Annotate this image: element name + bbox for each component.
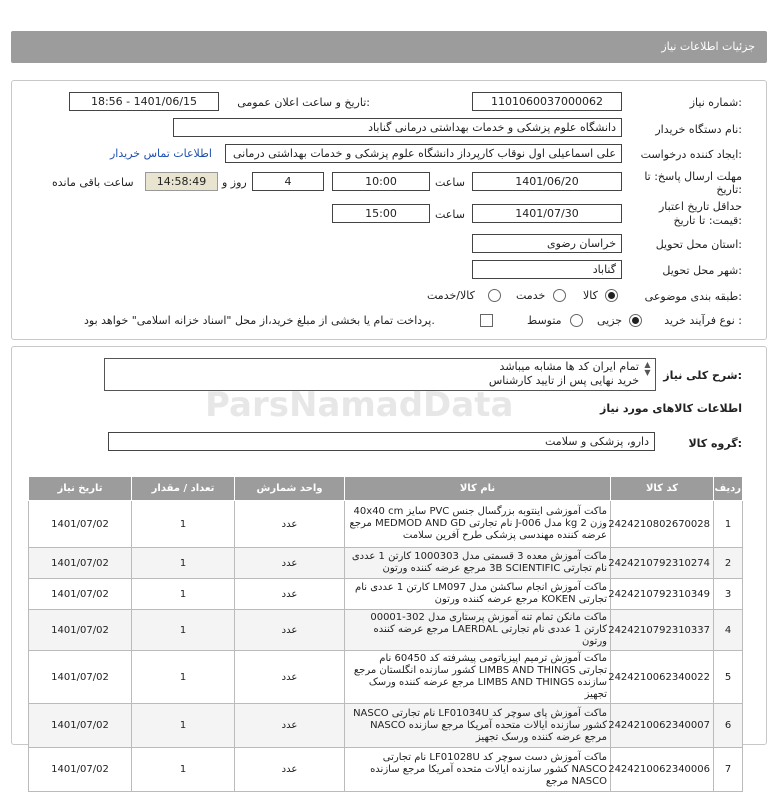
announce-datetime-field: 1401/06/15 - 18:56: [69, 92, 219, 111]
description-label: شرح کلی نیاز:: [663, 369, 742, 382]
cell-name: ماکت آموزش معده 3 قسمتی مدل 1000303 کارتن 1 عددی نام تجارتی 3B SCIENTIFIC مرجع عرضه کننده ورتون: [345, 548, 611, 579]
reply-time-label: ساعت: [435, 176, 465, 189]
cell-unit: عدد: [235, 579, 345, 610]
need-number-field: 1101060037000062: [472, 92, 622, 111]
cell-name: ماکت آموزش ترمیم اپیزیاتومی پیشرفته کد 60450 نام تجارتی LIMBS AND THINGS کشور سازنده انگلستان مرجع سازنده LIMBS AND THINGS مرجع عرضه کننده ورسک تجهیز: [345, 651, 611, 704]
scroll-arrows-icon[interactable]: ▲ ▼: [644, 360, 651, 377]
treasury-checkbox[interactable]: [480, 314, 493, 327]
cell-row: 2: [714, 548, 743, 579]
reply-deadline-label: مهلت ارسال پاسخ: تا: [644, 170, 742, 183]
category-option-service: خدمت: [516, 289, 546, 302]
process-radio-medium[interactable]: [570, 314, 583, 327]
goods-group-field: دارو، پزشکی و سلامت: [108, 432, 655, 451]
description-line-1: تمام ایران کد ها مشابه میباشد: [499, 360, 639, 373]
cell-qty: 1: [132, 704, 235, 748]
col-unit: واحد شمارش: [235, 477, 345, 501]
price-validity-label: حداقل تاریخ اعتبار: [658, 200, 742, 213]
reply-days-field: 4: [252, 172, 324, 191]
delivery-province-field: خراسان رضوی: [472, 234, 622, 253]
col-name: نام کالا: [345, 477, 611, 501]
cell-code: 2424210792310274: [611, 548, 714, 579]
cell-date: 1401/07/02: [29, 610, 132, 651]
cell-row: 7: [714, 748, 743, 792]
process-radio-minor[interactable]: [629, 314, 642, 327]
price-validity-time-label: ساعت: [435, 208, 465, 221]
cell-qty: 1: [132, 748, 235, 792]
cell-row: 1: [714, 501, 743, 548]
price-validity-date-field: 1401/07/30: [472, 204, 622, 223]
cell-qty: 1: [132, 610, 235, 651]
buyer-org-label: نام دستگاه خریدار:: [655, 123, 742, 136]
cell-code: 2424210792310337: [611, 610, 714, 651]
reply-time-field: 10:00: [332, 172, 430, 191]
table-row[interactable]: [29, 548, 743, 579]
price-validity-label-2: قیمت: تا تاریخ:: [673, 214, 742, 227]
category-radio-goods-service[interactable]: [488, 289, 501, 302]
col-date: تاریخ نیاز: [29, 477, 132, 501]
cell-name: ماکت آموزش پای سوچر کد LF01034U نام تجارتی NASCO کشور سازنده ایالات متحده آمریکا مرجع سازنده NASCO مرجع عرضه کننده ورسک تجهیز: [345, 704, 611, 748]
buyer-org-field: دانشگاه علوم پزشکی و خدمات بهداشتی درمانی گناباد: [173, 118, 622, 137]
table-row[interactable]: [29, 610, 743, 651]
cell-qty: 1: [132, 579, 235, 610]
delivery-city-field: گناباد: [472, 260, 622, 279]
category-label: طبقه بندی موضوعی:: [644, 290, 742, 303]
price-validity-time-field: 15:00: [332, 204, 430, 223]
cell-row: 6: [714, 704, 743, 748]
category-option-goods: کالا: [583, 289, 598, 302]
col-code: کد کالا: [611, 477, 714, 501]
cell-date: 1401/07/02: [29, 501, 132, 548]
cell-code: 2424210062340007: [611, 704, 714, 748]
cell-code: 2424210792310349: [611, 579, 714, 610]
cell-unit: عدد: [235, 548, 345, 579]
cell-name: ماکت مانکن تمام تنه آموزش پرستاری مدل 302-00001 کارتن 1 عددی نام تجارتی LAERDAL مرجع عرضه کننده ورتون: [345, 610, 611, 651]
cell-date: 1401/07/02: [29, 748, 132, 792]
cell-row: 3: [714, 579, 743, 610]
cell-name: ماکت آموزش دست سوچر کد LF01028U نام تجارتی NASCO کشور سازنده ایالات متحده آمریکا مرجع سازنده NASCO مرجع: [345, 748, 611, 792]
cell-name: ماکت آموزشی اینتوبه بزرگسال جنس PVC سایز 40x40 cm وزن 2 kg مدل J-006 نام تجارتی MEDMOD AND GD مرجع عرضه کننده مهندسی پزشکی طرح آفرین سلامت: [345, 501, 611, 548]
reply-date-field: 1401/06/20: [472, 172, 622, 191]
cell-unit: عدد: [235, 704, 345, 748]
cell-qty: 1: [132, 501, 235, 548]
cell-name: ماکت آموزش انجام ساکشن مدل LM097 کارتن 1 عددی نام تجارتی KOKEN مرجع عرضه کننده ورتون: [345, 579, 611, 610]
delivery-city-label: شهر محل تحویل:: [662, 264, 742, 277]
cell-code: 2424210062340022: [611, 651, 714, 704]
remaining-time-field: 14:58:49: [145, 172, 218, 191]
remaining-label: ساعت باقی مانده: [52, 176, 134, 189]
days-label: روز و: [222, 176, 247, 189]
cell-code: 2424210802670028: [611, 501, 714, 548]
page-title: جزئیات اطلاعات نیاز: [661, 40, 755, 53]
goods-table-header: [29, 477, 743, 501]
cell-unit: عدد: [235, 501, 345, 548]
cell-row: 4: [714, 610, 743, 651]
cell-date: 1401/07/02: [29, 704, 132, 748]
cell-qty: 1: [132, 548, 235, 579]
purchase-process-label: نوع فرآیند خرید :: [664, 314, 742, 327]
page-header: [11, 31, 767, 63]
table-row[interactable]: [29, 704, 743, 748]
table-row[interactable]: [29, 748, 743, 792]
description-line-2: خرید نهایی پس از تایید کارشناس: [488, 374, 639, 387]
reply-deadline-label-2: تاریخ:: [716, 183, 742, 196]
cell-row: 5: [714, 651, 743, 704]
treasury-note: پرداخت تمام یا بخشی از مبلغ خرید،از محل "اسناد خزانه اسلامی" خواهد بود.: [84, 314, 435, 327]
col-row: ردیف: [714, 477, 743, 501]
goods-group-label: گروه کالا:: [688, 437, 742, 450]
table-row[interactable]: [29, 579, 743, 610]
announce-datetime-label: تاریخ و ساعت اعلان عمومی:: [237, 96, 370, 109]
cell-unit: عدد: [235, 610, 345, 651]
table-row[interactable]: [29, 501, 743, 548]
cell-unit: عدد: [235, 651, 345, 704]
cell-date: 1401/07/02: [29, 548, 132, 579]
col-qty: تعداد / مقدار: [132, 477, 235, 501]
process-option-minor: جزیی: [597, 314, 623, 327]
cell-qty: 1: [132, 651, 235, 704]
need-number-label: شماره نیاز:: [689, 96, 742, 109]
delivery-province-label: استان محل تحویل:: [655, 238, 742, 251]
category-radio-service[interactable]: [553, 289, 566, 302]
table-row[interactable]: [29, 651, 743, 704]
description-textarea[interactable]: [104, 358, 656, 391]
cell-date: 1401/07/02: [29, 579, 132, 610]
category-radio-goods[interactable]: [605, 289, 618, 302]
requester-label: ایجاد کننده درخواست:: [640, 148, 742, 161]
goods-section-title: اطلاعات کالاهای مورد نیاز: [600, 402, 742, 415]
process-option-medium: متوسط: [527, 314, 562, 327]
cell-date: 1401/07/02: [29, 651, 132, 704]
cell-code: 2424210062340006: [611, 748, 714, 792]
category-option-goods-service: کالا/خدمت: [427, 289, 475, 302]
cell-unit: عدد: [235, 748, 345, 792]
buyer-contact-link[interactable]: اطلاعات تماس خریدار: [110, 147, 212, 160]
requester-field: علی اسماعیلی اول نوقاب کارپرداز دانشگاه علوم پزشکی و خدمات بهداشتی درمانی: [225, 144, 622, 163]
